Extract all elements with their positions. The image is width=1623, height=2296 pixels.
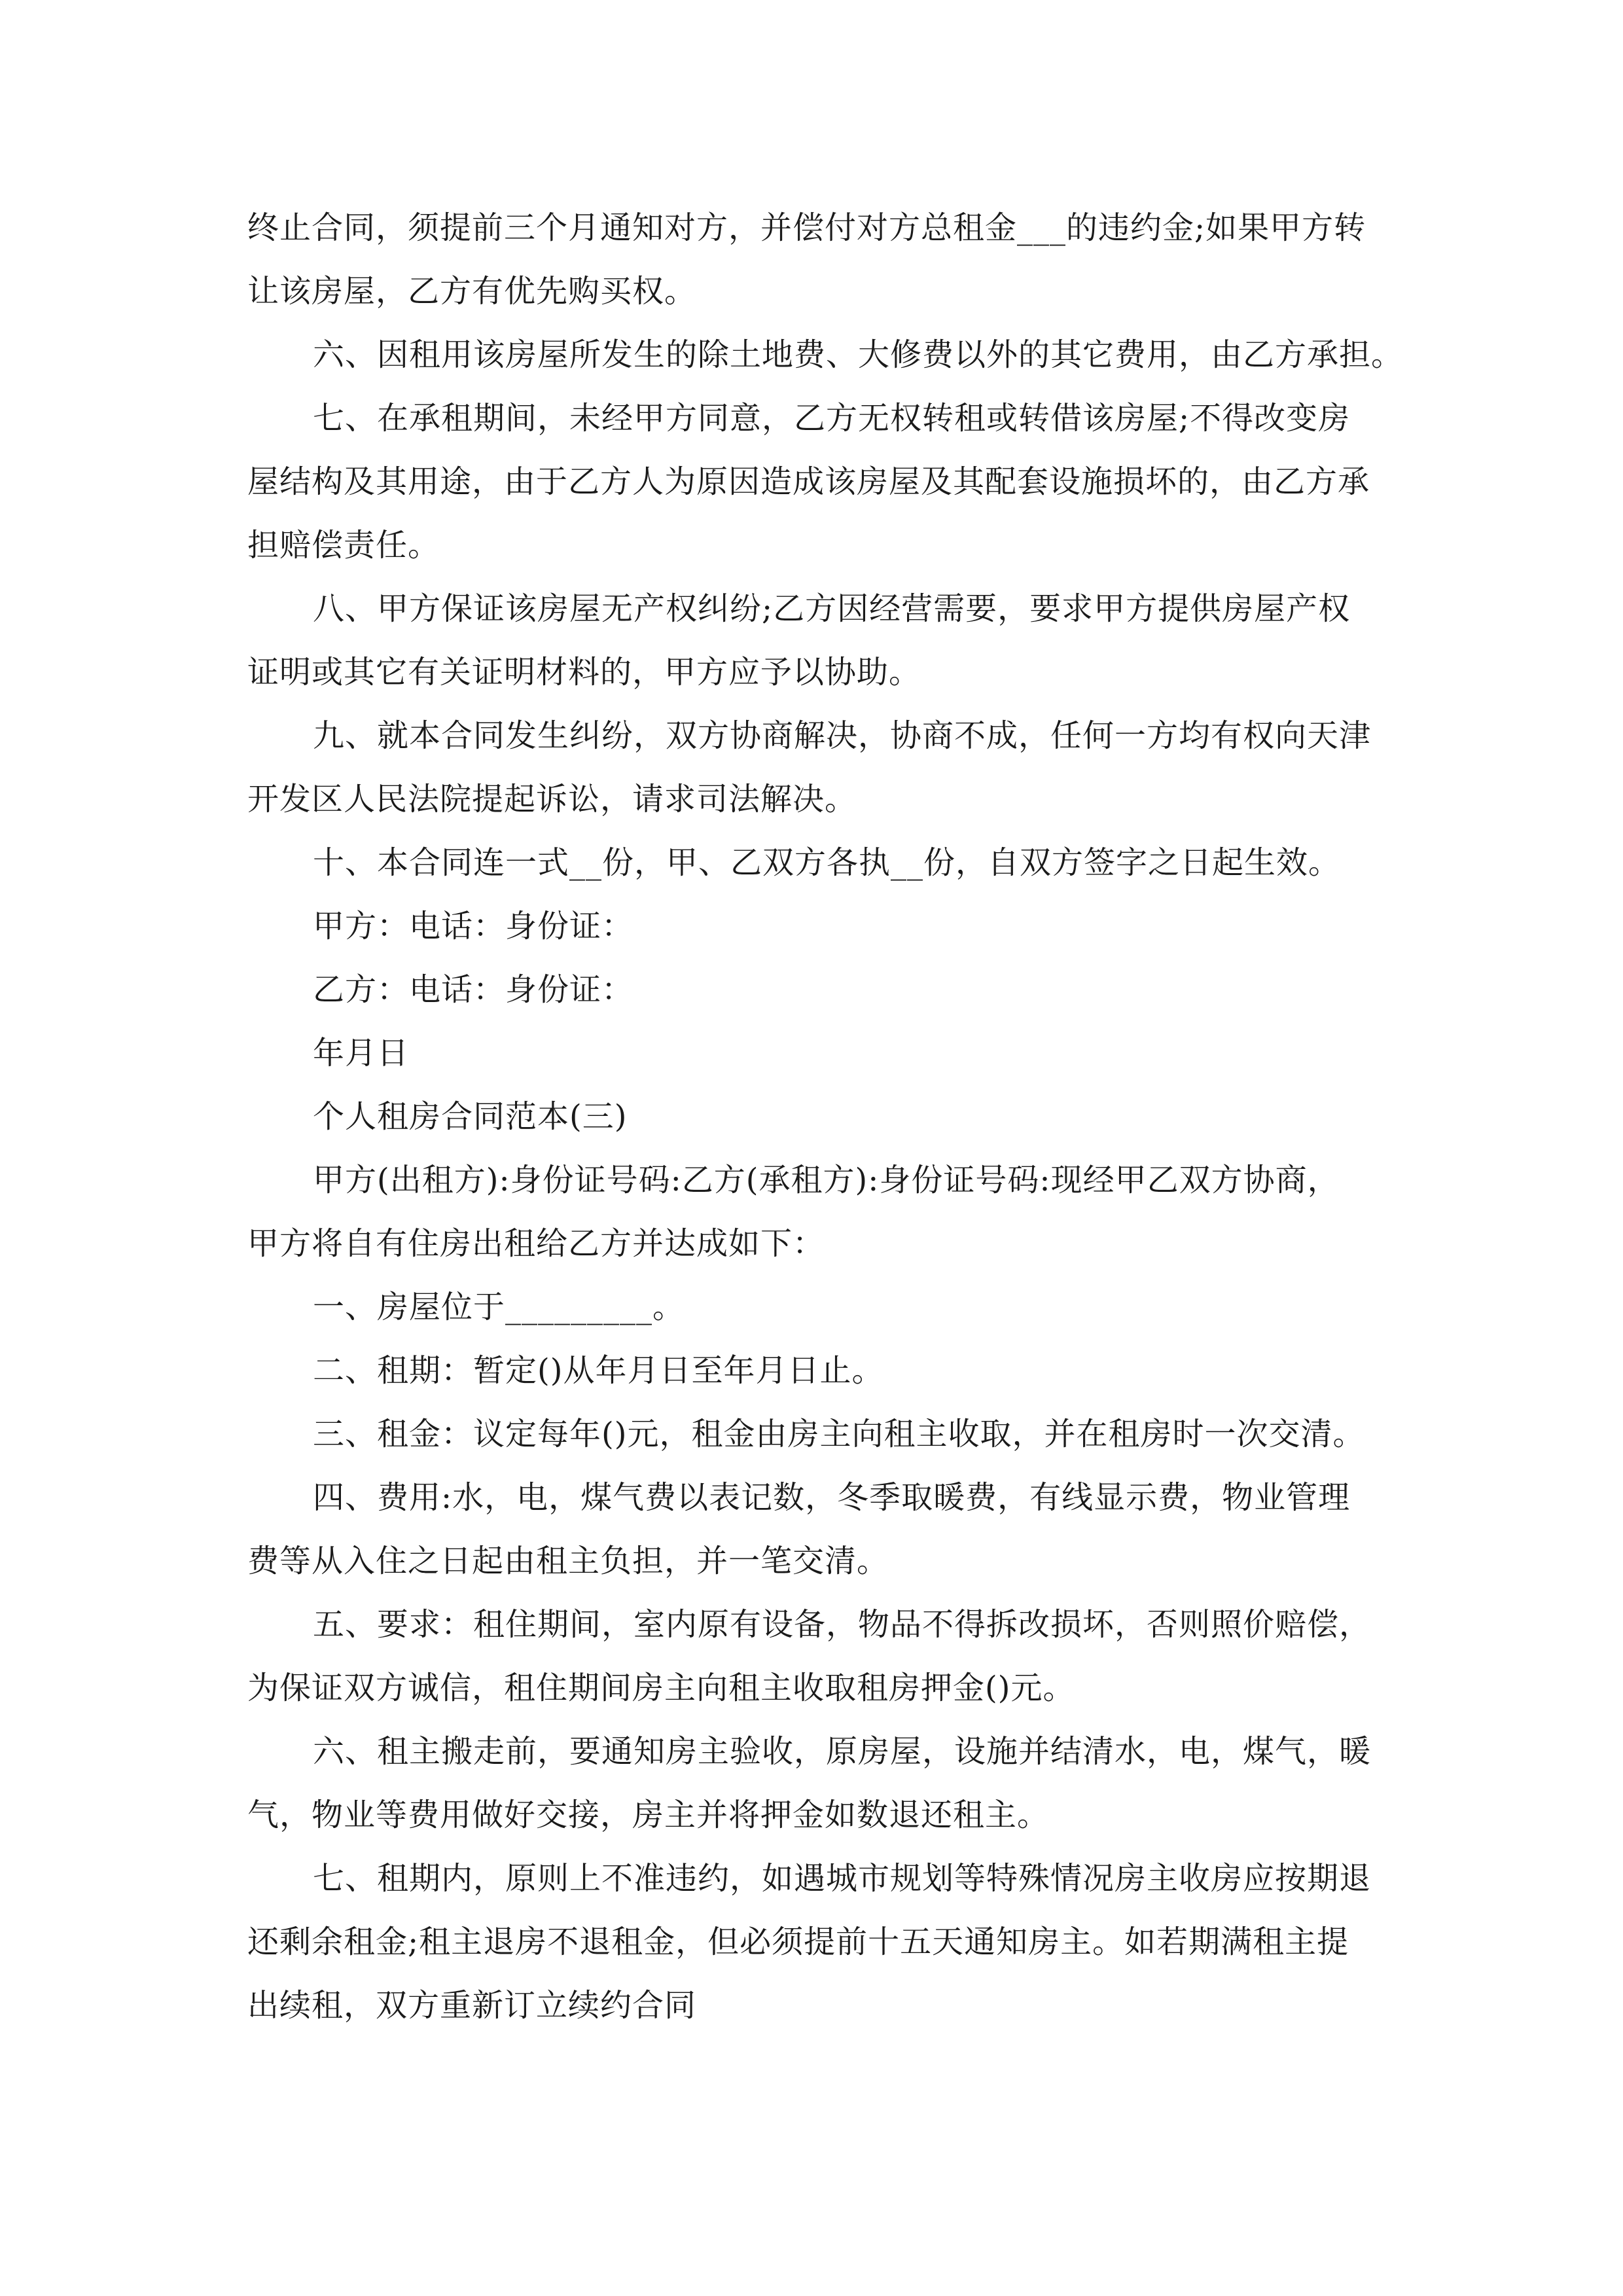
text-line: 二、租期：暂定()从年月日至年月日止。 xyxy=(313,1352,884,1389)
text-line: 七、在承租期间，未经甲方同意，乙方无权转租或转借该房屋;不得改变房 xyxy=(313,400,1351,437)
text-line: 八、甲方保证该房屋无产权纠纷;乙方因经营需要，要求甲方提供房屋产权 xyxy=(313,590,1351,627)
text-line: 担赔偿责任。 xyxy=(247,527,440,564)
text-line: 十、本合同连一式__份，甲、乙双方各执__份，自双方签字之日起生效。 xyxy=(313,844,1341,881)
text-line: 五、要求：租住期间，室内原有设备，物品不得拆改损坏，否则照价赔偿， xyxy=(313,1606,1372,1643)
text-line: 甲方(出租方):身份证号码:乙方(承租方):身份证号码:现经甲乙双方协商， xyxy=(313,1162,1340,1198)
text-line: 费等从入住之日起由租主负担，并一笔交清。 xyxy=(247,1543,889,1579)
text-line: 为保证双方诚信，租住期间房主向租主收取租房押金()元。 xyxy=(247,1670,1075,1706)
text-line: 还剩余租金;租主退房不退租金，但必须提前十五天通知房主。如若期满租主提 xyxy=(247,1924,1349,1960)
text-line: 屋结构及其用途，由于乙方人为原因造成该房屋及其配套设施损坏的，由乙方承 xyxy=(247,463,1370,500)
text-line: 乙方：电话：身份证： xyxy=(313,971,634,1008)
text-line: 气，物业等费用做好交接，房主并将押金如数退还租主。 xyxy=(247,1797,1050,1833)
text-line: 六、租主搬走前，要通知房主验收，原房屋，设施并结清水，电，煤气，暖 xyxy=(313,1733,1372,1770)
text-line: 七、租期内，原则上不准违约，如遇城市规划等特殊情况房主收房应按期退 xyxy=(313,1860,1372,1897)
text-line: 九、就本合同发生纠纷，双方协商解决，协商不成，任何一方均有权向天津 xyxy=(313,717,1372,754)
text-line: 一、房屋位于_________。 xyxy=(313,1289,685,1325)
text-line: 三、租金：议定每年()元，租金由房主向租主收取，并在租房时一次交清。 xyxy=(313,1416,1365,1452)
document-body xyxy=(247,196,1412,2037)
text-line: 出续租，双方重新订立续约合同 xyxy=(247,1987,697,2024)
text-line: 让该房屋，乙方有优先购买权。 xyxy=(247,273,697,310)
text-line: 证明或其它有关证明材料的，甲方应予以协助。 xyxy=(247,654,921,691)
text-line: 六、因租用该房屋所发生的除土地费、大修费以外的其它费用，由乙方承担。 xyxy=(313,336,1404,373)
text-line: 年月日 xyxy=(313,1035,410,1071)
text-line: 甲方将自有住房出租给乙方并达成如下： xyxy=(247,1225,825,1262)
text-line: 个人租房合同范本(三) xyxy=(313,1098,628,1135)
text-line: 四、费用:水，电，煤气费以表记数，冬季取暖费，有线显示费，物业管理 xyxy=(313,1479,1351,1516)
text-line: 开发区人民法院提起诉讼，请求司法解决。 xyxy=(247,781,857,817)
text-line: 甲方：电话：身份证： xyxy=(313,908,634,944)
text-line: 终止合同，须提前三个月通知对方，并偿付对方总租金___的违约金;如果甲方转 xyxy=(247,209,1366,246)
